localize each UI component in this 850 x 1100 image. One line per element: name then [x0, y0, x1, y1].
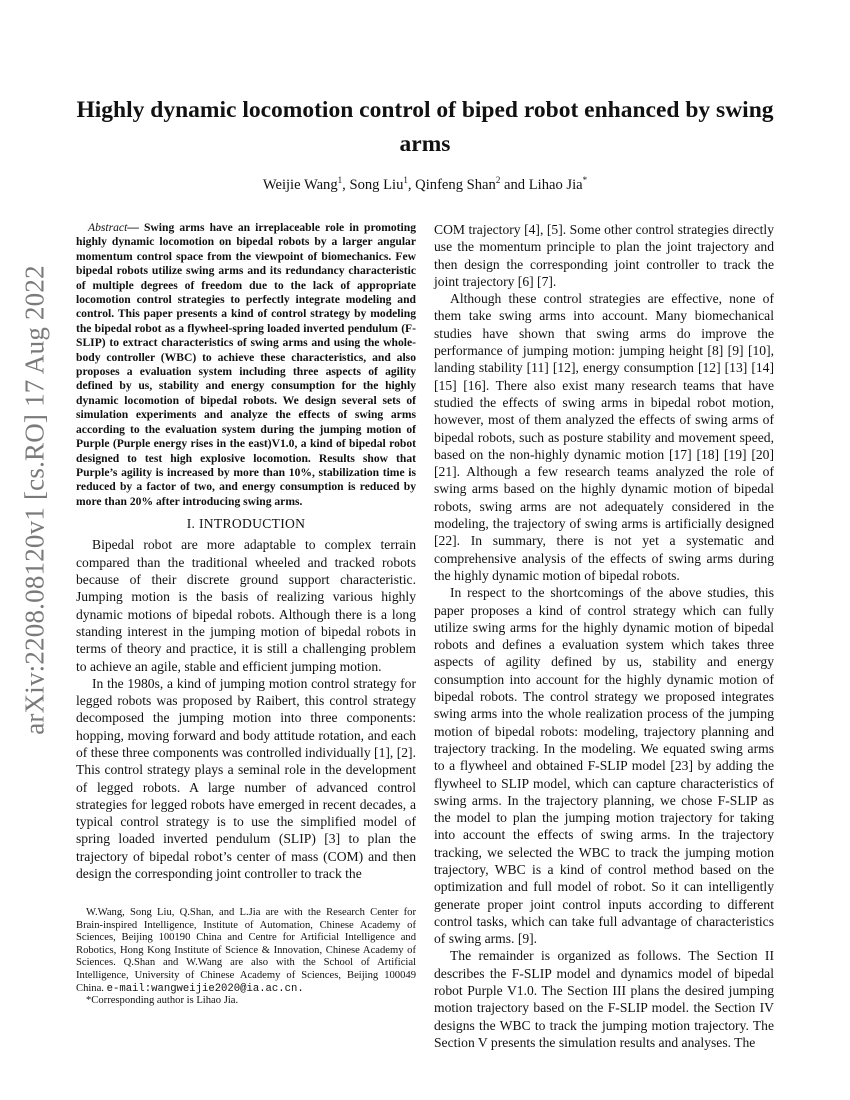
author-list: [60, 175, 790, 194]
abstract-text: Swing arms have an irreplaceable role in promoting highly dynamic locomotion on bipedal robots by a larger angular momentum control space from the viewpoint of biomechanics. Few bipedal robots utilize swing arms and its redundancy characteristic of multiple degrees of freedom due to the lack of appropriate locomotion control strategies to perfectly integrate modeling and control. This paper presents a kind of control strategy by modeling the bipedal robot as a flywheel-spring loaded inverted pendulum (F-SLIP) to extract characteristics of swing arms and using the whole-body controller (WBC) to achieve these characteristics, and also proposes a evaluation system including three aspects of agility defined by us, stability and energy consumption for the highly dynamic locomotion of bipedal robots. We design several sets of simulation experiments and analyze the effects of swing arms according to the evaluation system during the jumping motion of Purple (Purple energy rises in the east)V1.0, a kind of bipedal robot designed to test high explosive locomotion. Results show that Purple’s agility is increased by more than 10%, stabilization time is reduced by a factor of two, and energy consumption is reduced by more than 20% after introducing swing arms.: [76, 221, 416, 508]
author-1-mark: 1: [337, 175, 343, 185]
author-4: Lihao Jia: [528, 176, 583, 193]
arxiv-identifier: arXiv:2208.08120v1 [cs.RO] 17 Aug 2022: [19, 265, 50, 735]
intro-paragraph: COM trajectory [4], [5]. Some other control strategies directly use the momentum principle to plan the joint trajectory and then design the corresponding joint controller to track the joint trajectory [6] [7].: [434, 222, 774, 289]
abstract-dash: —: [127, 221, 144, 234]
left-column: [76, 221, 416, 882]
author-4-mark: *: [582, 175, 588, 185]
intro-paragraph: Although these control strategies are effective, none of them take swing arms into account. Many biomechanical studies have shown that swing arms do improve the performance of jumping motion: jumping height [8] [9] [10], landing stability [11] [12], energy consumption [12] [13] [14] [15] [16]. There also exist many research teams that have studied the effects of swing arms in bipedal robot motion, however, most of them analyzed the effects of swing arms of bipedal robots, such as posture stability and movement speed, based on the non-highly dynamic motion [17] [18] [19] [20] [21]. Although a few research teams analyzed the role of swing arms based on the highly dynamic motion of bipedal robots, swing arms are not adequately considered in the modeling, the trajectory of swing arms is artificially designed [22]. In summary, there is not yet a systematic and comprehensive analysis of the effects of swing arms during the highly dynamic motion of bipedal robots.: [434, 291, 774, 583]
footnote-affiliation: [76, 907, 416, 995]
footnote-divider: [76, 900, 416, 902]
footnotes: [76, 907, 416, 1008]
footnote-corresponding: *Corresponding author is Lihao Jia.: [86, 995, 239, 1007]
intro-paragraph: In respect to the shortcomings of the above studies, this paper proposes a kind of control strategy which can fully utilize swing arms for the highly dynamic motion of bipedal robots and defines a evaluation system which takes three aspects of agility defined by us, stability and energy consumption into account for the highly dynamic motion of bipedal robots. The control strategy we proposed integrates swing arms into the whole realization process of the jumping motion of bipedal robots: modeling, trajectory planning and trajectory tracking. In the modeling. We equated swing arms to a flywheel and obtained F-SLIP model [23] by adding the flywheel to SLIP model, which can capture characteristics of swing arms. In the trajectory planning, we chose F-SLIP as the model to plan the jumping motion trajectory for taking into account the effects of swing arms. In the trajectory tracking, we selected the WBC to track the jumping motion trajectory, WBC is a kind of control method based on the optimization and full model of robot. So it can intelligently generate proper joint control inputs according to different control tasks, which can take full advantage of characteristics of swing arms. [9].: [434, 585, 774, 947]
author-1: Weijie Wang: [262, 176, 338, 193]
footnote-affiliation-text: W.Wang, Song Liu, Q.Shan, and L.Jia are with the Research Center for Brain-inspired Intelligence, Institute of Automation, Chinese Academy of Sciences, Beijing 100190 China and Centre for Artificial Intelligence and Robotics, Hong Kong Institute of Science & Innovation, Chinese Academy of Sciences. Q.Shan and W.Wang are also with the School of Artificial Intelligence, University of Chinese Academy of Sciences, Beijing 100049 China.: [76, 907, 416, 994]
author-2-mark: 1: [403, 175, 408, 185]
arxiv-sidebar: [12, 265, 58, 735]
intro-paragraph: Bipedal robot are more adaptable to complex terrain compared than the traditional wheeled and tracked robots because of their discrete ground support characteristic. Jumping motion is the basis of realizing various highly dynamic motions of bipedal robots. Although there is a long standing interest in the jumping motion of bipedal robots in terms of theory and practice, it is still a challenging problem to achieve an agile, stable and efficient jumping motion.: [76, 537, 416, 674]
abstract-label: Abstract: [88, 221, 128, 234]
intro-paragraph: The remainder is organized as follows. The Section II describes the F-SLIP model and dynamics model of bipedal robot Purple V1.0. The Section III plans the desired jumping motion trajectory based on the F-SLIP model. the Section IV designs the WBC to track the jumping motion trajectory. The Section V presents the simulation results and analyses. The: [434, 948, 774, 1050]
author-3: Qinfeng Shan: [415, 176, 496, 193]
section-heading-introduction: I. INTRODUCTION: [186, 516, 306, 532]
footnote-email: e-mail:wangweijie2020@ia.ac.cn.: [106, 982, 304, 995]
right-column: [434, 221, 774, 1051]
author-sep: ,: [407, 176, 416, 193]
author-3-mark: 2: [495, 175, 501, 185]
author-2: Song Liu: [349, 176, 404, 193]
author-sep: and: [500, 176, 529, 193]
intro-paragraph: In the 1980s, a kind of jumping motion control strategy for legged robots was proposed by Raibert, this control strategy decomposed the jumping motion into three components: hopping, moving forward and body attitude rotation, and each of these three components was controlled individually [1], [2]. This control strategy plays a seminal role in the development of legged robots. A large number of advanced control strategies for legged robots have emerged in recent decades, a typical control strategy is to use the simplified model of spring loaded inverted pendulum (SLIP) [3] to plan the trajectory of bipedal robot’s center of mass (COM) and then design the corresponding joint controller to track the: [76, 675, 416, 882]
abstract: [76, 221, 416, 509]
paper-title: Highly dynamic locomotion control of biped robot enhanced by swing arms: [76, 97, 774, 157]
author-sep: ,: [342, 176, 350, 193]
